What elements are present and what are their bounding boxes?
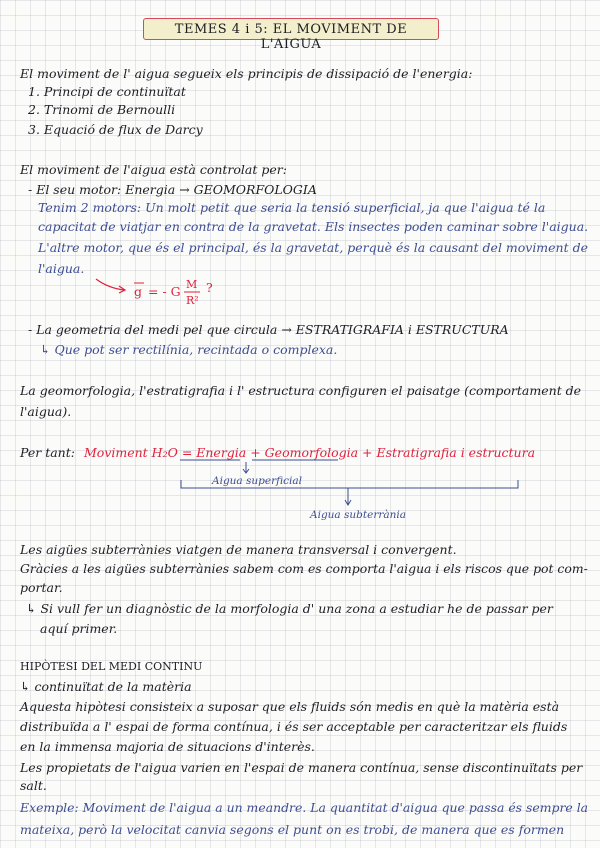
motors-line-3: L'altre motor, que és el principal, és la gravetat, perquè és la causant del moviment de <box>38 240 588 255</box>
bracket-subterrania <box>181 480 518 488</box>
control-lead: El moviment de l'aigua està controlat per: <box>20 162 287 177</box>
hypothesis-sub: ↳ continuïtat de la matèria <box>20 679 192 694</box>
intro-item-3: 3. Equació de flux de Darcy <box>28 122 203 137</box>
landscape-line-2: l'aigua). <box>20 404 72 419</box>
hypothesis-heading: HIPÒTESI DEL MEDI CONTINU <box>20 660 203 673</box>
subterranean-line-3: portar. <box>20 580 63 595</box>
formula-arrow <box>96 279 124 290</box>
subterranean-note-1: ↳ Si vull fer un diagnòstic de la morfologia d' una zona a estudiar he de passar per <box>26 601 553 616</box>
motors-line-1: Tenim 2 motors: Un molt petit que seria la tensió superficial, ja que l'aigua té la <box>38 200 546 215</box>
motors-line-2: capacitat de viatjar en contra de la gravetat. Els insectes poden caminar sobre l'aigua. <box>38 219 589 234</box>
formula-mid: = - G <box>148 284 181 299</box>
example-line-1: Exemple: Moviment de l'aigua a un meandre. La quantitat d'aigua que passa és sempre la <box>20 800 589 815</box>
label-aigua-superficial: Aigua superficial <box>212 475 302 487</box>
page-title: TEMES 4 i 5: EL MOVIMENT DE L'AIGUA <box>174 22 408 52</box>
hypothesis-line-2: distribuïda a l' espai de forma contínua, i és ser acceptable per caracteritzar els fluids <box>20 719 568 734</box>
hypothesis-line-4: Les propietats de l'aigua varien en l'espai de manera contínua, sense discontinuïtats per <box>20 760 583 775</box>
per-tant-label: Per tant: <box>20 445 75 460</box>
landscape-line-1: La geomorfologia, l'estratigrafia i l' estructura configuren el paisatge (comportament de <box>20 383 582 398</box>
per-tant-equation: Moviment H₂O = Energia + Geomorfologia + Estratigrafia i estructura <box>84 445 536 460</box>
geometry-note: ↳ Que pot ser rectilínia, recintada o complexa. <box>40 342 338 357</box>
subterranean-line-2: Gràcies a les aigües subterrànies sabem com es comporta l'aigua i els riscos que pot com- <box>20 561 588 576</box>
intro-item-2: 2. Trinomi de Bernoulli <box>28 102 176 117</box>
subterranean-note-2: aquí primer. <box>40 621 118 636</box>
hypothesis-line-1: Aquesta hipòtesi consisteix a suposar que els fluids són medis en què la matèria està <box>20 699 560 714</box>
intro-lead: El moviment de l' aigua segueix els principis de dissipació de l'energia: <box>20 66 473 81</box>
motors-line-4: l'aigua. <box>38 261 85 276</box>
control-geometry: - La geometria del medi pel que circula → ESTRATIGRAFIA i ESTRUCTURA <box>28 322 509 337</box>
example-line-2: mateixa, però la velocitat canvia segons el punt on es trobi, de manera que es formen <box>20 822 565 837</box>
label-aigua-subterrania: Aigua subterrània <box>310 509 407 521</box>
control-motor: - El seu motor: Energia → GEOMORFOLOGIA <box>28 182 317 197</box>
formula-denominator: R² <box>186 294 199 307</box>
subterranean-line-1: Les aigües subterrànies viatgen de manera transversal i convergent. <box>20 542 457 557</box>
formula-numerator: M <box>186 278 198 291</box>
intro-item-1: 1. Principi de continuïtat <box>28 84 186 99</box>
formula-question: ? <box>206 280 213 295</box>
hypothesis-line-3: en la immensa majoria de situacions d'interès. <box>20 739 315 754</box>
formula-g: g <box>134 284 143 299</box>
hypothesis-line-5: salt. <box>20 778 47 793</box>
